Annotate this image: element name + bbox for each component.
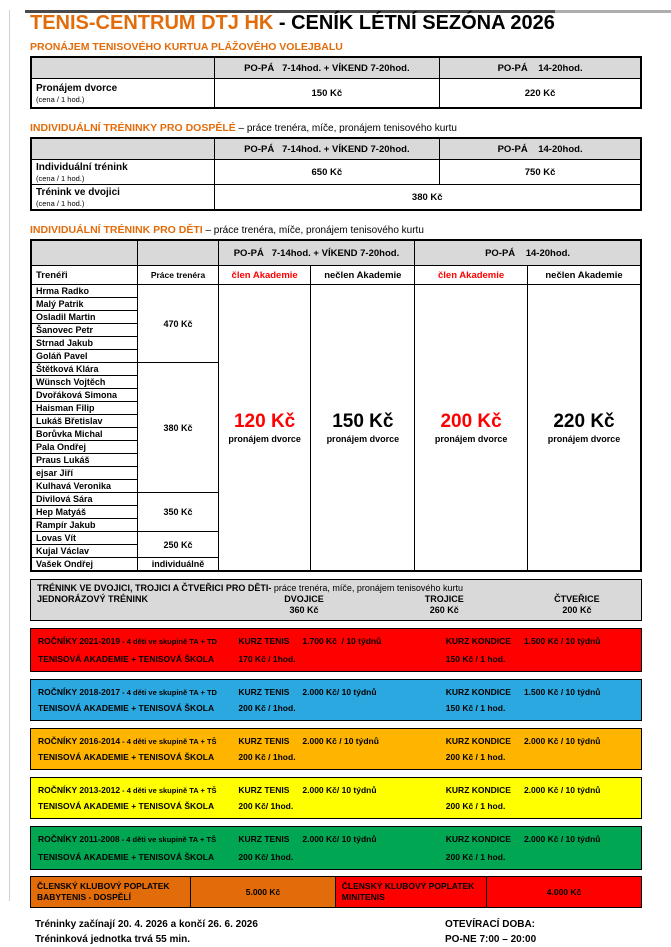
- section-heading-kids-rest: – práce trenéra, míče, pronájem tenisového kurtu: [202, 225, 424, 236]
- rental-time2-header: PO-PÁ 14-20hod.: [440, 57, 641, 79]
- rental-price-afternoon: 220 Kč: [440, 79, 641, 109]
- opening-hours-label: OTEVÍRACÍ DOBA:: [445, 919, 535, 930]
- trainer-name: Dvořáková Simona: [31, 389, 138, 402]
- trainer-name: Haisman Filip: [31, 402, 138, 415]
- adults-time2-header: PO-PÁ 14-20hod.: [440, 138, 641, 160]
- trainer-name: Šanovec Petr: [31, 324, 138, 337]
- trainer-name: Lukáš Břetislav: [31, 415, 138, 428]
- minitenis-price-cell: [486, 877, 641, 907]
- kurz-kondice-label: KURZ KONDICE: [445, 834, 511, 845]
- trainer-name: Strnad Jakub: [31, 337, 138, 350]
- kurz-kondice-price: 2.000 Kč / 10 týdnů: [523, 784, 601, 795]
- opening-hours-value: PO-NE 7:00 – 20:00: [445, 934, 537, 945]
- kurz-tenis-label: KURZ TENIS: [238, 636, 290, 647]
- adults-table: [30, 137, 642, 211]
- tenis-hour-price: 200 Kč/ 1hod.: [238, 801, 294, 812]
- kids-time-header-row: [31, 240, 641, 266]
- adults-row2-label-cell: [31, 185, 214, 211]
- rental-header-empty-cell: [31, 57, 214, 79]
- kurz-kondice-label: KURZ KONDICE: [445, 636, 511, 647]
- akademie-label: TENISOVÁ AKADEMIE + TENISOVÁ ŠKOLA: [38, 801, 215, 812]
- court-price-cell-1: [218, 285, 311, 572]
- trainer-name: Štětková Klára: [31, 363, 138, 376]
- adults-header-row: [31, 138, 641, 160]
- court-price-cell-2: [311, 285, 415, 572]
- trainer-name: ejsar Jiří: [31, 467, 138, 480]
- rocniky-label: ROČNÍKY 2021-2019: [38, 636, 121, 647]
- babytenis-label-line2: BABYTENIS - DOSPĚLÍ: [37, 892, 131, 902]
- page-left-edge: [9, 10, 10, 901]
- trainer-name: Wünsch Vojtěch: [31, 376, 138, 389]
- group-note: - 4 děti ve skupině TA + TŠ: [120, 785, 217, 795]
- kurz-tenis-label: KURZ TENIS: [238, 735, 290, 746]
- rental-header-row: [31, 57, 641, 79]
- kurz-tenis-label: KURZ TENIS: [238, 834, 290, 845]
- course-band-2013-2012: [30, 777, 642, 819]
- rocniky-label: ROČNÍKY 2013-2012: [38, 784, 121, 795]
- section-heading-kids: INDIVIDUÁLNÍ TRÉNINK PRO DĚTI – práce trenéra, míče, pronájem tenisového kurtu: [30, 224, 424, 236]
- kurz-kondice-label: KURZ KONDICE: [445, 735, 511, 746]
- akademie-label: TENISOVÁ AKADEMIE + TENISOVÁ ŠKOLA: [38, 653, 215, 664]
- trainer-name: Kulhavá Veronika: [31, 480, 138, 493]
- kurz-tenis-label: KURZ TENIS: [238, 686, 290, 697]
- footer-line2: Tréninková jednotka trvá 55 min.: [35, 934, 191, 945]
- rocniky-label: ROČNÍKY 2016-2014: [38, 735, 121, 746]
- trainer-name: Praus Lukáš: [31, 454, 138, 467]
- group-note: - 4 děti ve skupině TA + TŠ: [119, 835, 217, 845]
- group-training-heading: TRÉNINK VE DVOJICI, TROJICI A ČTVEŘICI PRO DĚTI- práce trenéra, míče, pronájem tenisového kurtu: [37, 583, 463, 593]
- akademie-label: TENISOVÁ AKADEMIE + TENISOVÁ ŠKOLA: [38, 703, 215, 714]
- adults-price-afternoon: 750 Kč: [440, 160, 641, 185]
- court-price-sub-1: pronájem dvorce: [228, 433, 301, 444]
- court-price-sub-2: pronájem dvorce: [326, 433, 400, 444]
- trainers-column-header: Trenéři: [31, 266, 138, 285]
- kondice-hour-price: 150 Kč / 1 hod.: [445, 653, 506, 664]
- court-price-sub-4: pronájem dvorce: [547, 433, 621, 444]
- trainer-name: Divilová Sára: [31, 493, 138, 506]
- section-heading-adults: INDIVIDUÁLNÍ TRÉNINKY PRO DOSPĚLÉ – práce trenéra, míče, pronájem tenisového kurtu: [30, 122, 457, 134]
- kids-header-empty-1: [31, 240, 138, 266]
- court-price-3: 200 Kč: [440, 410, 502, 432]
- title-rest: - CENÍK LÉTNÍ SEZÓNA 2026: [273, 12, 555, 34]
- kurz-kondice-price: 2.000 Kč / 10 týdnů: [523, 834, 601, 845]
- section-heading-adults-rest: – práce trenéra, míče, pronájem tenisového kurtu: [235, 123, 457, 134]
- group-training-band: [30, 579, 642, 621]
- tenis-hour-price: 200 Kč/ 1hod.: [238, 851, 294, 862]
- trainer-name: Vašek Ondřej: [31, 558, 138, 572]
- trainer-name: Malý Patrik: [31, 298, 138, 311]
- minitenis-label-line1: ČLENSKÝ KLUBOVÝ POPLATEK: [341, 881, 475, 891]
- trojice-price: 260 Kč: [429, 605, 459, 615]
- rental-row-sublabel: (cena / 1 hod.): [36, 94, 85, 104]
- minitenis-label-cell: [335, 877, 486, 907]
- adults-row2-label: Trénink ve dvojici: [36, 186, 120, 198]
- tenis-hour-price: 200 Kč / 1hod.: [238, 752, 296, 763]
- rental-data-row: [31, 79, 641, 109]
- course-band-2018-2017: [30, 679, 642, 721]
- trainer-name: Osladil Martin: [31, 311, 138, 324]
- tenis-hour-price: 170 Kč / 1hod.: [238, 653, 296, 664]
- court-price-4: 220 Kč: [553, 410, 615, 432]
- kurz-tenis-label: KURZ TENIS: [238, 784, 290, 795]
- rental-price-morning: 150 Kč: [214, 79, 440, 109]
- course-band-2011-2008: [30, 826, 642, 870]
- group-training-prices-row: [31, 605, 641, 616]
- ctverice-header: ČTVEŘICE: [554, 594, 600, 604]
- court-price-1: 120 Kč: [233, 410, 296, 432]
- kurz-kondice-label: KURZ KONDICE: [445, 686, 511, 697]
- trainer-name: Pala Ondřej: [31, 441, 138, 454]
- kurz-kondice-label: KURZ KONDICE: [445, 784, 511, 795]
- adults-pair-price: 380 Kč: [214, 185, 641, 211]
- babytenis-price-cell: [190, 877, 335, 907]
- akademie-label: TENISOVÁ AKADEMIE + TENISOVÁ ŠKOLA: [38, 851, 215, 862]
- work-price-250: 250 Kč: [138, 532, 219, 558]
- babytenis-label-line1: ČLENSKÝ KLUBOVÝ POPLATEK: [37, 881, 170, 891]
- court-price-cell-4: [528, 285, 641, 572]
- rocniky-label: ROČNÍKY 2018-2017: [38, 686, 121, 697]
- kondice-hour-price: 150 Kč / 1 hod.: [445, 703, 506, 714]
- kurz-kondice-price: 1.500 Kč / 10 týdnů: [523, 636, 601, 647]
- work-price-350: 350 Kč: [138, 493, 219, 532]
- member-header-1: člen Akademie: [218, 266, 311, 285]
- babytenis-label-cell: [31, 877, 190, 907]
- kids-subheader-row: [31, 266, 641, 285]
- kondice-hour-price: 200 Kč / 1 hod.: [445, 801, 506, 812]
- price-list-page: [30, 10, 642, 947]
- work-price-380: 380 Kč: [138, 363, 219, 493]
- footer-line1: Tréninky začínají 20. 4. 2026 a končí 26. 6. 2026: [35, 919, 258, 930]
- adults-row-individual: [31, 160, 641, 185]
- akademie-label: TENISOVÁ AKADEMIE + TENISOVÁ ŠKOLA: [38, 752, 215, 763]
- adults-time1-header: PO-PÁ 7-14hod. + VÍKEND 7-20hod.: [214, 138, 440, 160]
- member-header-2: člen Akademie: [415, 266, 528, 285]
- kurz-tenis-price: 2.000 Kč/ 10 týdnů: [302, 784, 377, 795]
- dvojice-price: 360 Kč: [289, 605, 319, 615]
- membership-band: [30, 876, 642, 908]
- adults-header-empty-cell: [31, 138, 214, 160]
- course-band-2021-2019: [30, 628, 642, 672]
- trainer-name: Lovas Vít: [31, 532, 138, 545]
- minitenis-label-line2: MINITENIS: [341, 892, 385, 902]
- court-price-sub-3: pronájem dvorce: [434, 433, 508, 444]
- court-price-2: 150 Kč: [332, 410, 394, 432]
- page-title: [30, 10, 642, 36]
- trainer-name: Hep Matyáš: [31, 506, 138, 519]
- rental-row-label: Pronájem dvorce: [36, 82, 118, 94]
- kids-table: [30, 239, 642, 572]
- rental-row-label-cell: [31, 79, 214, 109]
- work-price-individual: individuálně: [138, 558, 219, 572]
- adults-price-morning: 650 Kč: [214, 160, 440, 185]
- kurz-tenis-price: 2.000 Kč/ 10 týdnů: [302, 686, 377, 697]
- group-note: - 4 děti ve skupině TA + TD: [120, 687, 217, 697]
- group-note: - 4 děti ve skupině TA + TD: [120, 637, 217, 647]
- trainer-name: Borůvka Michal: [31, 428, 138, 441]
- adults-row1-label-cell: [31, 160, 214, 185]
- kids-time1-header: PO-PÁ 7-14hod. + VÍKEND 7-20hod.: [218, 240, 414, 266]
- group-training-names-row: [31, 594, 641, 605]
- group-training-heading-rest: práce trenéra, míče, pronájem tenisového kurtu: [271, 583, 463, 593]
- kurz-tenis-price: 1.700 Kč / 10 týdnů: [302, 636, 382, 647]
- nonmember-header-2: nečlen Akademie: [528, 266, 641, 285]
- kurz-tenis-price: 2.000 Kč / 10 týdnů: [302, 735, 379, 746]
- work-price-470: 470 Kč: [138, 285, 219, 363]
- adults-row-pair: [31, 185, 641, 211]
- kurz-kondice-price: 2.000 Kč / 10 týdnů: [523, 735, 601, 746]
- group-prices-empty: [31, 605, 232, 616]
- rocniky-label: ROČNÍKY 2011-2008: [38, 834, 120, 845]
- nonmember-header-1: nečlen Akademie: [311, 266, 415, 285]
- kondice-hour-price: 200 Kč / 1 hod.: [445, 851, 506, 862]
- minitenis-price: 4.000 Kč: [546, 887, 582, 897]
- adults-row1-sublabel: (cena / 1 hod.): [36, 173, 85, 183]
- kids-header-empty-2: [138, 240, 219, 266]
- trainer-name: Rampír Jakub: [31, 519, 138, 532]
- tenis-hour-price: 200 Kč / 1hod.: [238, 703, 296, 714]
- trainer-name: Goláň Pavel: [31, 350, 138, 363]
- trojice-header: TROJICE: [424, 594, 464, 604]
- rental-time1-header: PO-PÁ 7-14hod. + VÍKEND 7-20hod.: [214, 57, 440, 79]
- kondice-hour-price: 200 Kč / 1 hod.: [445, 752, 506, 763]
- trainer-row: [31, 285, 641, 298]
- course-band-2016-2014: [30, 728, 642, 770]
- ctverice-price: 200 Kč: [562, 605, 592, 615]
- rental-table: [30, 56, 642, 109]
- one-time-training-label: JEDNORÁZOVÝ TRÉNINK: [37, 594, 149, 604]
- kurz-tenis-price: 2.000 Kč/ 10 týdnů: [302, 834, 377, 845]
- trainer-name: Hrma Radko: [31, 285, 138, 298]
- adults-row2-sublabel: (cena / 1 hod.): [36, 198, 85, 208]
- trainer-name: Kujal Václav: [31, 545, 138, 558]
- kids-time2-header: PO-PÁ 14-20hod.: [415, 240, 641, 266]
- group-note: - 4 děti ve skupině TA + TŠ: [120, 736, 217, 746]
- kurz-kondice-price: 1.500 Kč / 10 týdnů: [523, 686, 601, 697]
- court-price-cell-3: [415, 285, 528, 572]
- work-column-header: Práce trenéra: [138, 266, 219, 285]
- babytenis-price: 5.000 Kč: [245, 887, 281, 897]
- section-heading-rental: PRONÁJEM TENISOVÉHO KURTUA PLÁŽOVÉHO VOLEJBALU: [30, 41, 343, 53]
- adults-row1-label: Individuální trénink: [36, 161, 128, 173]
- title-brand: TENIS-CENTRUM DTJ HK: [30, 12, 274, 34]
- footer: [30, 917, 642, 947]
- dvojice-header: DVOJICE: [284, 594, 324, 604]
